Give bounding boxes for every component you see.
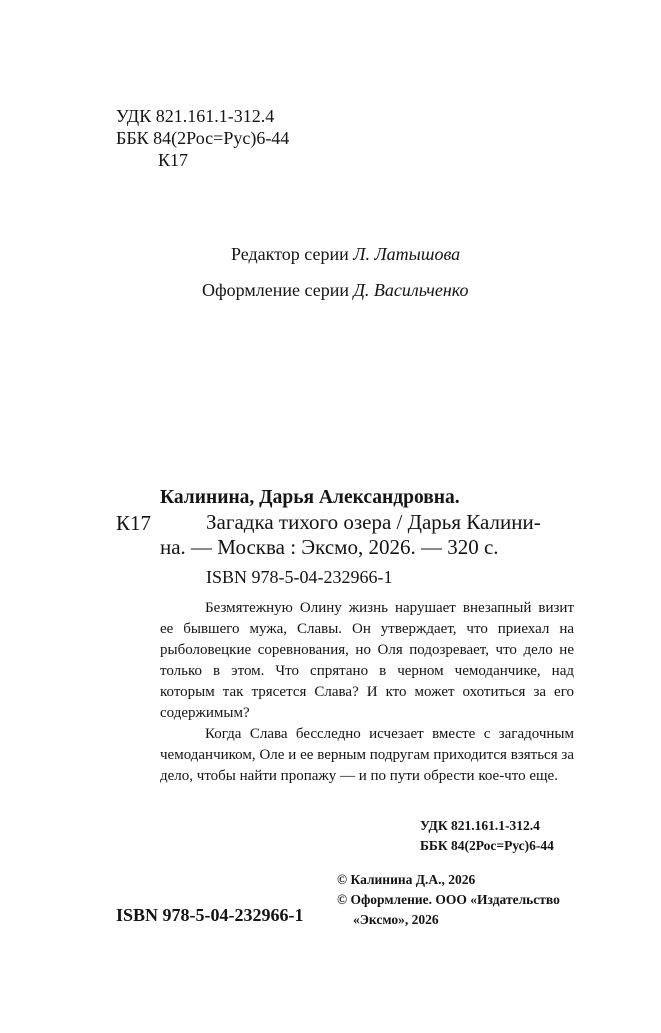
classification-right-block bbox=[420, 816, 554, 856]
bbk-code: ББК 84(2Рос=Рус)6-44 bbox=[116, 128, 290, 148]
series-design-label: Оформление серии bbox=[202, 280, 354, 300]
annotation bbox=[160, 598, 574, 787]
description-line-2: на. — Москва : Эксмо, 2026. — 320 с. bbox=[160, 535, 499, 559]
author-heading: Калинина, Дарья Александровна. bbox=[160, 487, 460, 508]
udk-code-bold: УДК 821.161.1-312.4 bbox=[420, 818, 540, 833]
copyright-design-cont: «Эксмо», 2026 bbox=[353, 912, 439, 927]
udk-code: УДК 821.161.1-312.4 bbox=[116, 106, 275, 126]
copyright-block bbox=[337, 870, 560, 930]
isbn-line: ISBN 978-5-04-232966-1 bbox=[206, 567, 393, 587]
bibliographic-index: К17 bbox=[116, 511, 152, 535]
annotation-paragraph-1: Безмятежную Олину жизнь нарушает внезапный визит ее бывшего мужа, Славы. Он утверждает, что приехал на рыболовецкие соревнования, но Оля подозревает, что дело не только в этом. Что спрятано в черном чемоданчике, над которым так трясется Слава? И кто может охотиться за его содержимым? bbox=[160, 600, 574, 721]
series-design-credit bbox=[202, 280, 469, 301]
annotation-paragraph-2: Когда Слава бесследно исчезает вместе с загадочным чемоданчиком, Оле и ее верным подругам приходится взяться за дело, чтобы найти пропажу — и по пути обрести кое-что еще. bbox=[160, 726, 574, 784]
author-sign: К17 bbox=[158, 150, 189, 170]
series-editor-name: Л. Латышова bbox=[353, 244, 461, 264]
series-design-name: Д. Васильченко bbox=[353, 280, 469, 300]
isbn-bottom: ISBN 978-5-04-232966-1 bbox=[116, 905, 304, 925]
copyright-design: © Оформление. ООО «Издательство bbox=[337, 892, 560, 907]
copyright-author: © Калинина Д.А., 2026 bbox=[337, 872, 476, 887]
bibliographic-description bbox=[160, 510, 541, 560]
series-editor-label: Редактор серии bbox=[231, 244, 354, 264]
description-line-1: Загадка тихого озера / Дарья Калини- bbox=[206, 510, 541, 534]
classification-block bbox=[116, 105, 289, 171]
series-editor-credit bbox=[231, 244, 460, 265]
bbk-code-bold: ББК 84(2Рос=Рус)6-44 bbox=[420, 838, 554, 853]
